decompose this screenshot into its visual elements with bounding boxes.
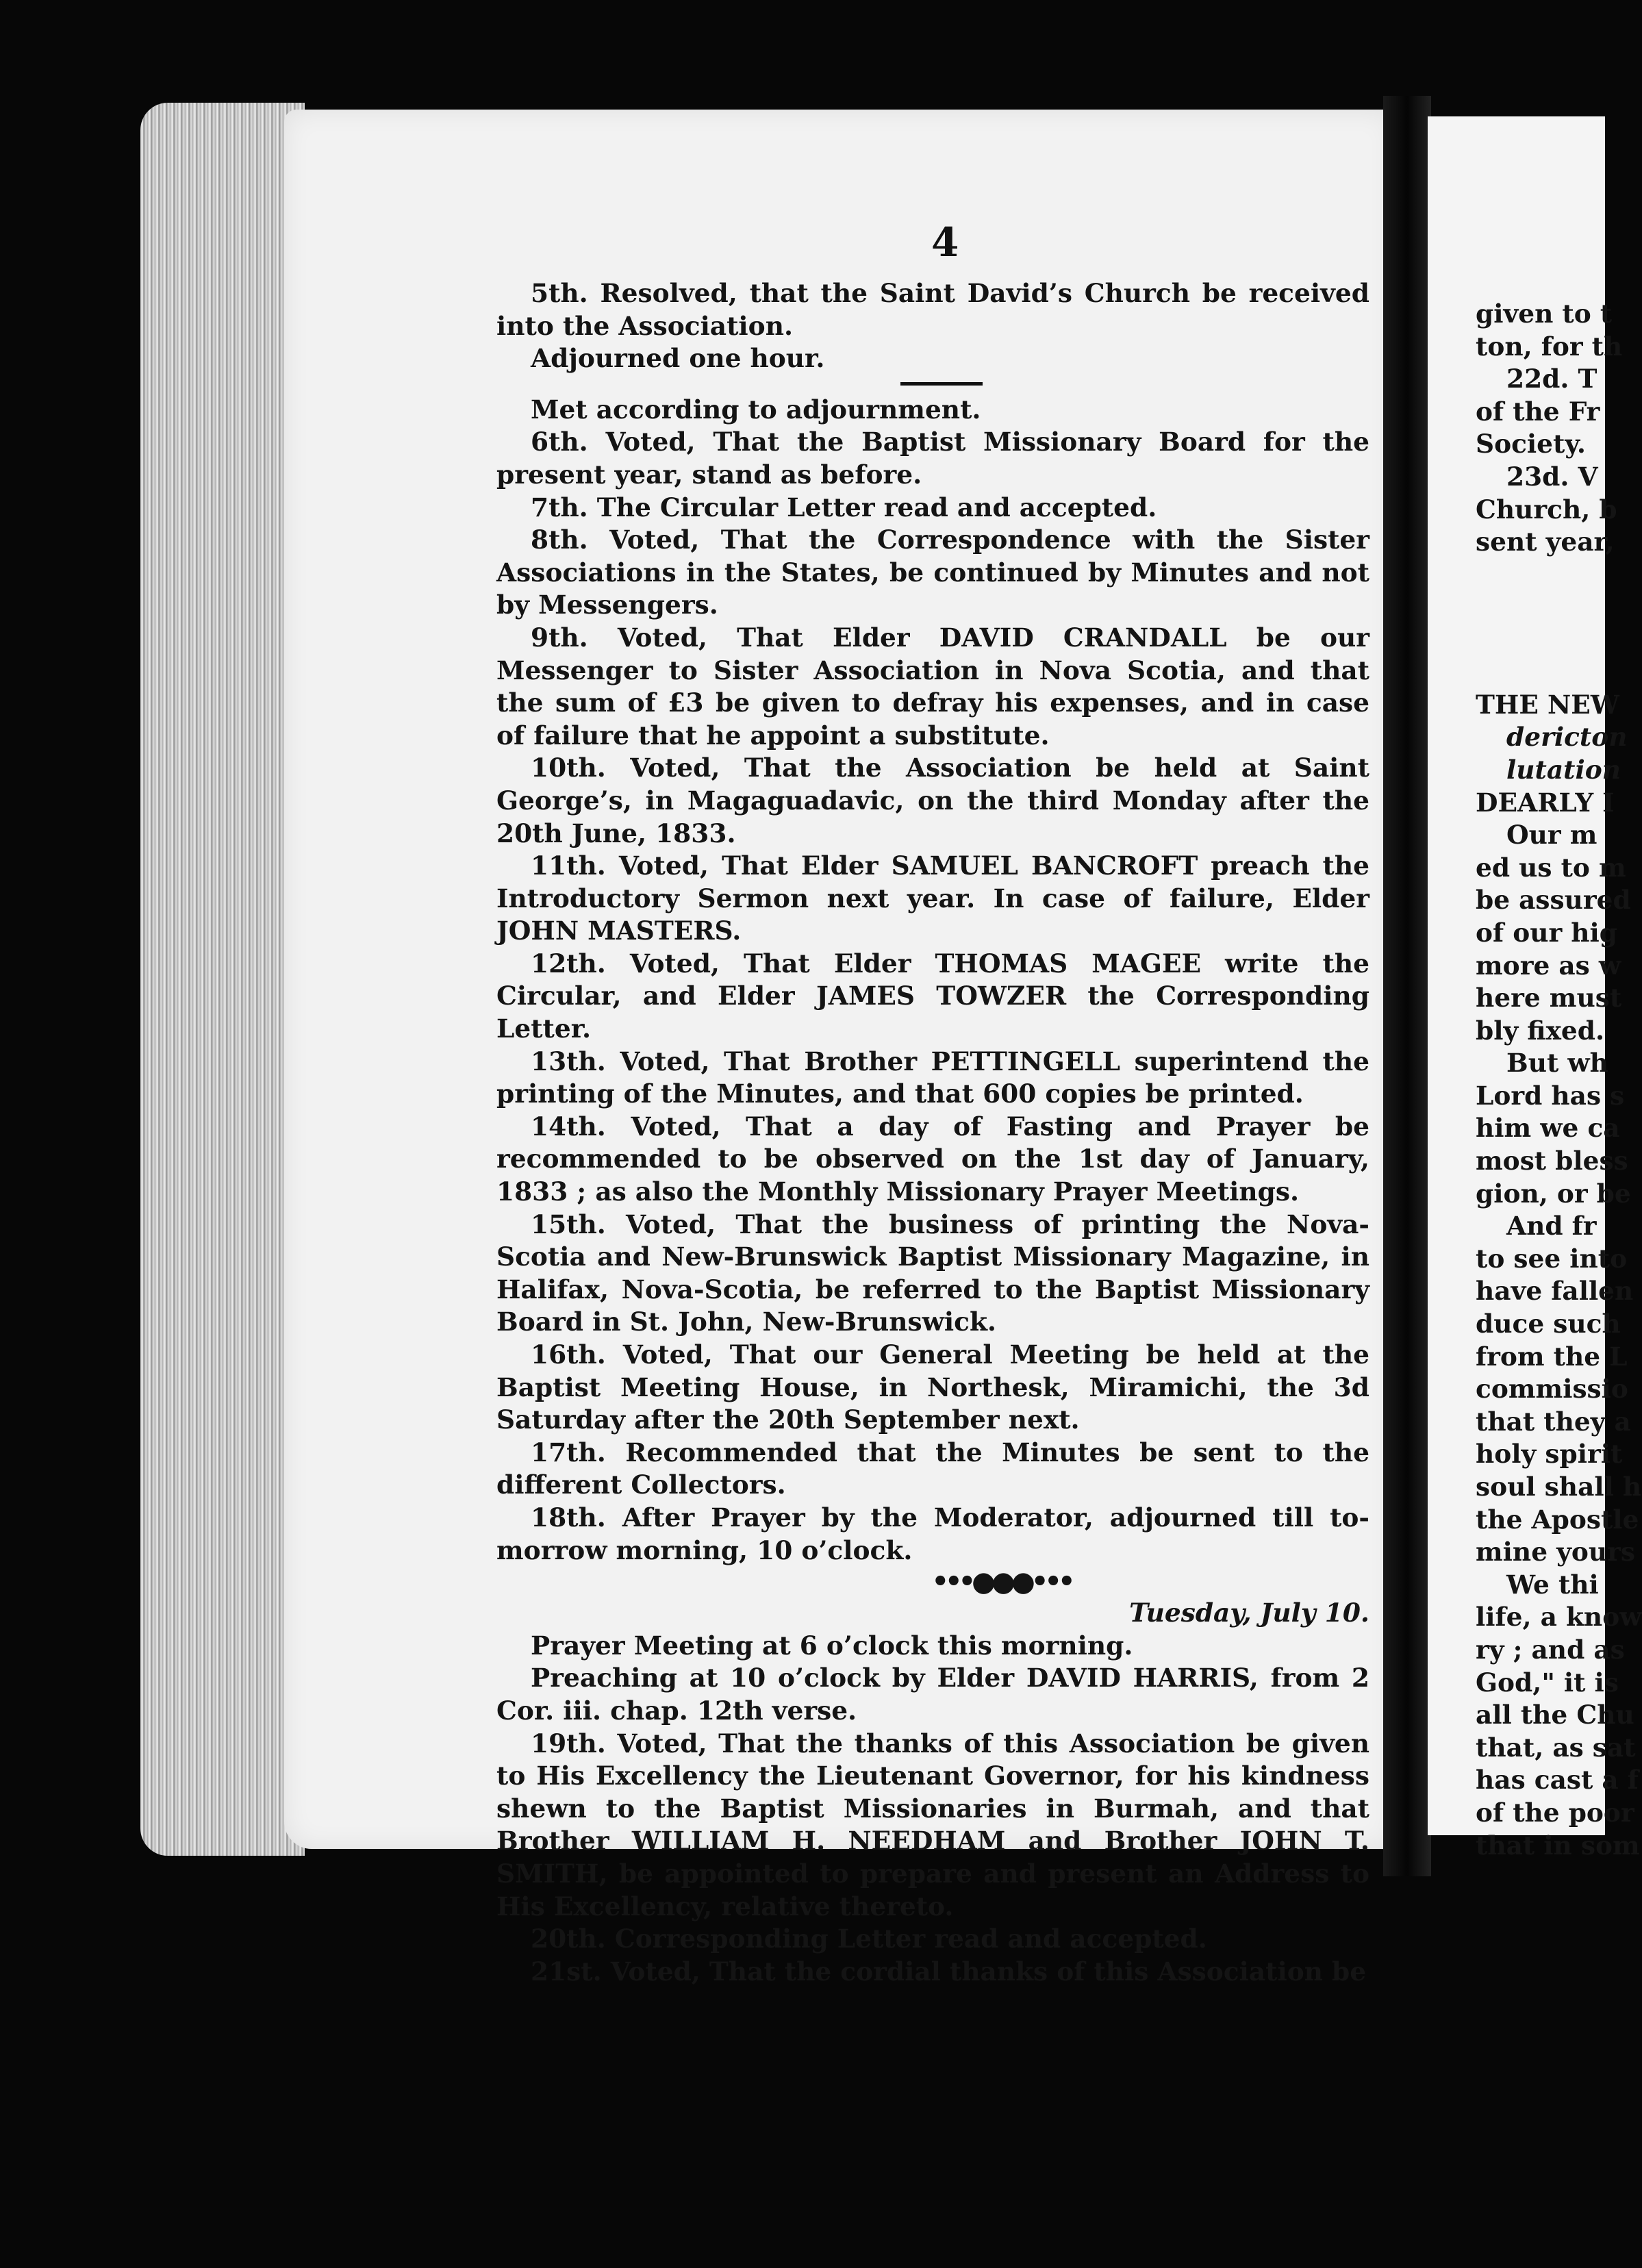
resolution-8: 8th. Voted, That the Correspondence with the Sister Associations in the States, be continued by Minutes and not by Messengers.: [496, 525, 1369, 620]
right-line: We thi: [1506, 1569, 1599, 1600]
right-line: that in som: [1476, 1830, 1640, 1861]
right-line: sent year,: [1476, 527, 1615, 557]
right-heading: THE NEW: [1476, 689, 1619, 720]
preaching-line: Preaching at 10 o’clock by Elder DAVID HARRIS, from 2 Cor. iii. chap. 12th verse.: [496, 1663, 1369, 1726]
right-line: most bless: [1476, 1146, 1628, 1176]
right-line: And fr: [1506, 1211, 1597, 1242]
right-line: that they a: [1476, 1406, 1631, 1437]
right-line: has cast a f: [1476, 1765, 1639, 1796]
right-line: of our hig: [1476, 917, 1618, 948]
right-line: holy spirit: [1476, 1439, 1623, 1470]
resolution-7: 7th. The Circular Letter read and accepted.: [531, 492, 1157, 522]
resolution-15: 15th. Voted, That the business of printing the Nova-Scotia and New-Brunswick Baptist Missionary Magazine, in Halifax, Nova-Scotia, be referred to the Baptist Missionary Board in St. John, New-Brunswick.: [496, 1209, 1369, 1337]
right-line: him we ca: [1476, 1113, 1620, 1144]
right-line: Lord has s: [1476, 1080, 1625, 1111]
right-line: Our m: [1506, 820, 1597, 850]
right-line: mine yours: [1476, 1537, 1636, 1567]
resolution-9: 9th. Voted, That Elder DAVID CRANDALL be our Messenger to Sister Association in Nova Scotia, and that the sum of £3 be given to defray his expenses, and in case of failure that he appoint a substitute.: [496, 622, 1369, 751]
resolution-6: 6th. Voted, That the Baptist Missionary Board for the present year, stand as before.: [496, 427, 1369, 490]
right-line: all the Chu: [1476, 1700, 1634, 1730]
met-line: Met according to adjournment.: [531, 394, 981, 425]
right-line: the Apostle: [1476, 1504, 1639, 1535]
resolution-5: 5th. Resolved, that the Saint David’s Church be received into the Association.: [496, 278, 1369, 341]
resolution-13: 13th. Voted, That Brother PETTINGELL superintend the printing of the Minutes, and that 600 copies be printed.: [496, 1046, 1369, 1109]
right-line: ry ; and as: [1476, 1634, 1625, 1665]
right-line: have fallen: [1476, 1276, 1634, 1307]
right-heading: lutation: [1506, 754, 1621, 785]
right-line: Church, b: [1476, 494, 1617, 525]
resolution-10: 10th. Voted, That the Association be held at Saint George’s, in Magaguadavic, on the third Monday after the 20th June, 1833.: [496, 753, 1369, 848]
right-line: given to t: [1476, 299, 1613, 329]
right-line: of the poor: [1476, 1797, 1634, 1828]
ornament-divider: •••●●●•••: [931, 1565, 1072, 1598]
right-line: bly fixed.: [1476, 1015, 1605, 1046]
resolution-19: 19th. Voted, That the thanks of this Association be given to His Excellency the Lieutenant Governor, for his kindness shewn to the Baptist Missionaries in Burmah, and that Brother WILLIAM H. NEEDHAM and Brother JOHN T. SMITH, be appointed to prepare and present an Address to His Excellency, relative thereto.: [496, 1728, 1369, 1922]
right-line: ton, for th: [1476, 331, 1623, 362]
resolution-20: 20th. Corresponding Letter read and accepted.: [531, 1924, 1207, 1954]
right-heading: dericton: [1506, 722, 1628, 753]
adjourned-line: Adjourned one hour.: [531, 343, 825, 374]
right-line: gion, or be: [1476, 1178, 1631, 1209]
right-salutation: DEARLY I: [1476, 787, 1615, 818]
right-line: But wh: [1506, 1048, 1608, 1079]
resolution-16: 16th. Voted, That our General Meeting be held at the Baptist Meeting House, in Northesk, Miramichi, the 3d Saturday after the 20th September next.: [496, 1339, 1369, 1435]
dateline: Tuesday, July 10.: [1129, 1598, 1369, 1628]
right-line: from the L: [1476, 1341, 1628, 1372]
right-line: of the Fr: [1476, 396, 1600, 427]
resolution-12: 12th. Voted, That Elder THOMAS MAGEE write the Circular, and Elder JAMES TOWZER the Corresponding Letter.: [496, 948, 1369, 1044]
right-page-text: [1476, 298, 1642, 1862]
book-gutter: [1383, 96, 1431, 1876]
spacer: [1476, 559, 1606, 689]
resolution-14: 14th. Voted, That a day of Fasting and Prayer be recommended to be observed on the 1st day of January, 1833 ; as also the Monthly Missionary Prayer Meetings.: [496, 1111, 1369, 1207]
page-number: 4: [931, 219, 959, 266]
resolution-18: 18th. After Prayer by the Moderator, adjourned till to-morrow morning, 10 o’clock.: [496, 1502, 1369, 1565]
right-line: life, a know: [1476, 1602, 1642, 1633]
page-edges: [140, 103, 305, 1856]
left-page-text: [496, 277, 1369, 1988]
right-line: commissio: [1476, 1374, 1628, 1404]
prayer-meeting-line: Prayer Meeting at 6 o’clock this morning.: [531, 1630, 1133, 1661]
right-line: that, as sat: [1476, 1732, 1636, 1763]
right-line: 23d. V: [1506, 461, 1598, 492]
right-line: here must: [1476, 983, 1622, 1013]
section-rule: [900, 382, 983, 386]
resolution-21: 21st. Voted, That the cordial thanks of this Association be: [531, 1956, 1367, 1987]
right-line: ed us to m: [1476, 852, 1626, 883]
right-line: soul shall h: [1476, 1472, 1642, 1502]
right-line: Society.: [1476, 429, 1586, 459]
resolution-17: 17th. Recommended that the Minutes be sent to the different Collectors.: [496, 1437, 1369, 1500]
right-line: more as w: [1476, 950, 1621, 981]
right-line: God," it is: [1476, 1667, 1619, 1698]
right-line: duce such: [1476, 1309, 1621, 1339]
right-line: be assured: [1476, 885, 1631, 916]
resolution-11: 11th. Voted, That Elder SAMUEL BANCROFT preach the Introductory Sermon next year. In case of failure, Elder JOHN MASTERS.: [496, 850, 1369, 946]
right-line: to see into: [1476, 1243, 1628, 1274]
right-line: 22d. T: [1506, 364, 1597, 394]
